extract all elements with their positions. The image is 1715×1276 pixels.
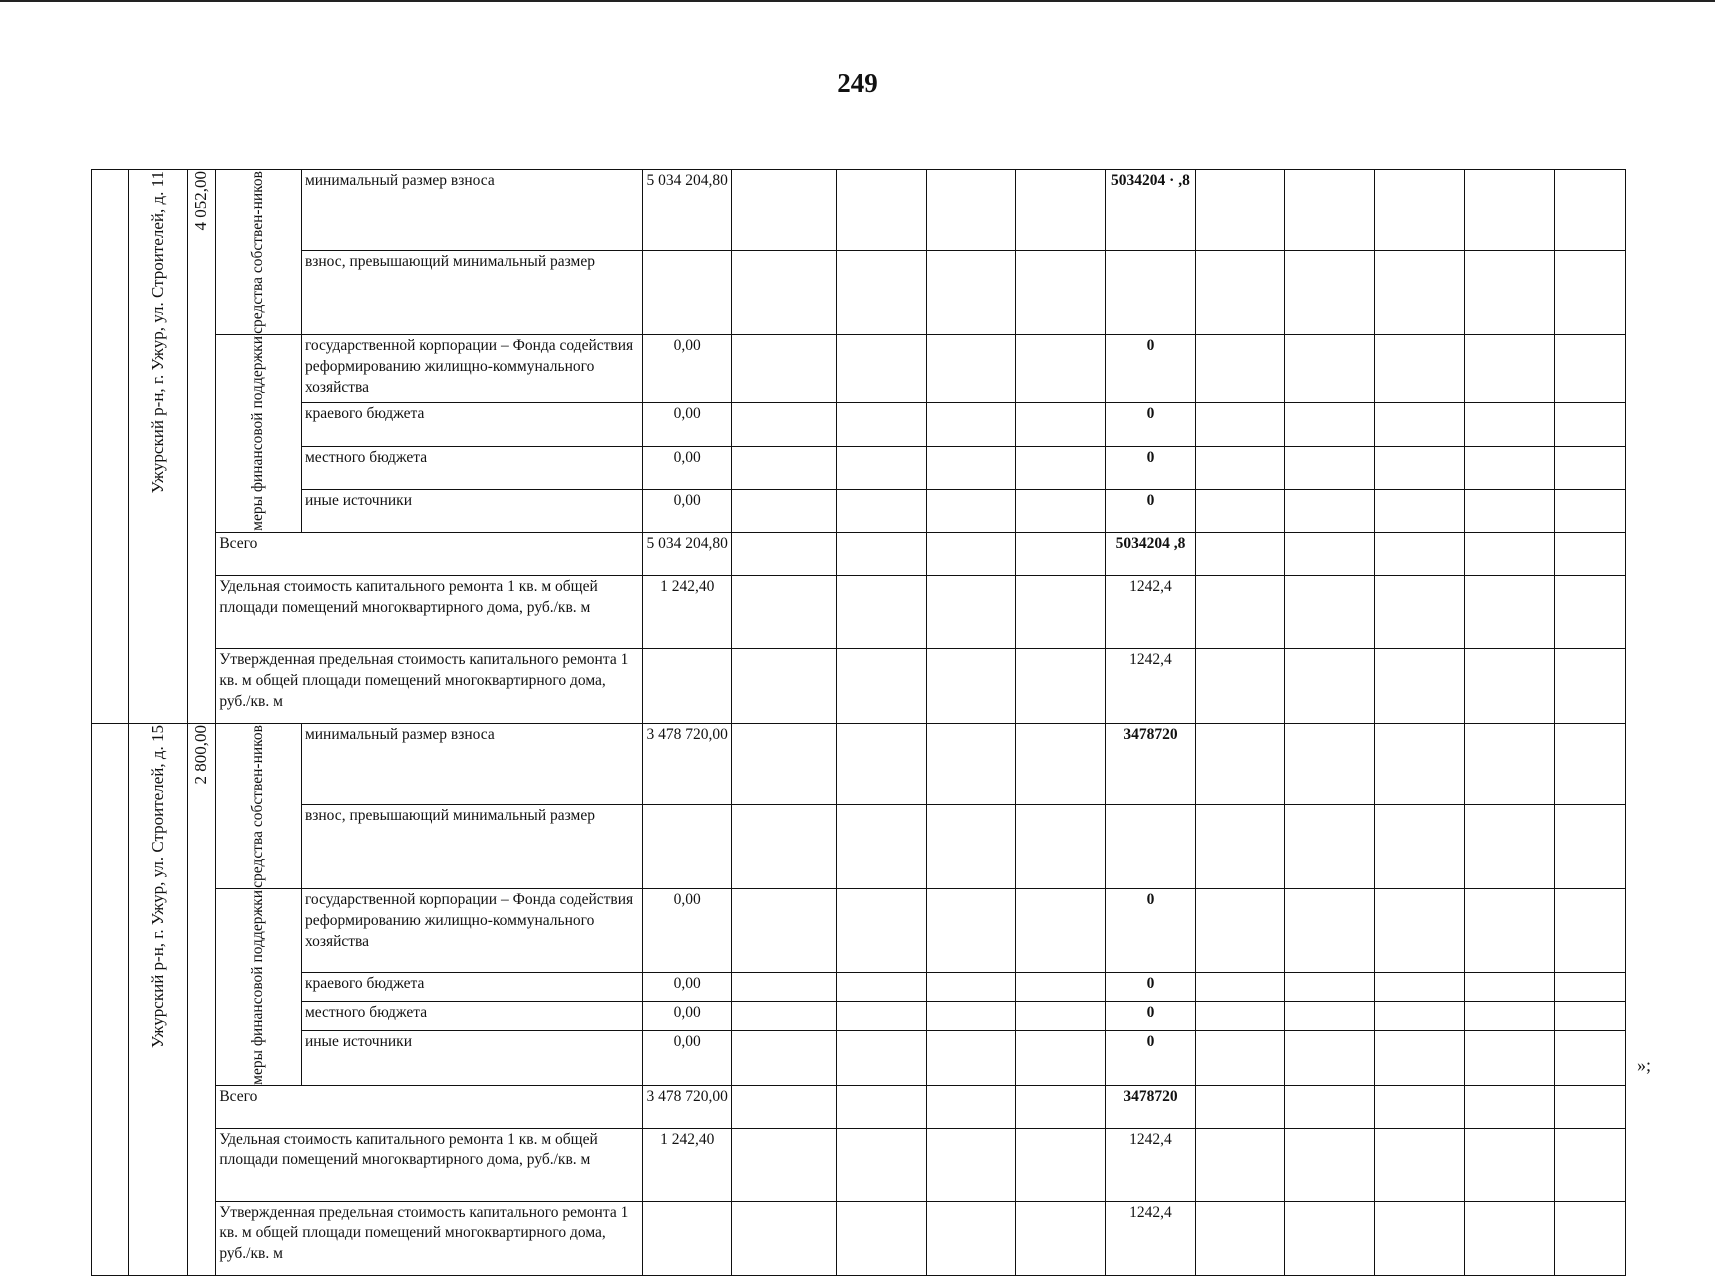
row-total: 1242,4 bbox=[1106, 575, 1196, 648]
row-total: 0 bbox=[1106, 973, 1196, 1002]
row-value: 0,00 bbox=[643, 489, 732, 532]
address-text: Ужурский р-н, г. Ужур, ул. Строителей, д. 11 bbox=[147, 171, 167, 494]
row-total: 0 bbox=[1106, 334, 1196, 402]
row-label: краевого бюджета bbox=[301, 402, 642, 446]
table-row bbox=[92, 1201, 1626, 1275]
row-value: 0,00 bbox=[643, 973, 732, 1002]
table-row bbox=[92, 888, 1626, 973]
area-text: 2 800,00 bbox=[191, 724, 211, 785]
row-total: 0 bbox=[1106, 489, 1196, 532]
row-total: 1242,4 bbox=[1106, 1201, 1196, 1275]
table-row bbox=[92, 402, 1626, 446]
group-owners-cell bbox=[216, 723, 302, 888]
row-label: Утвержденная предельная стоимость капитального ремонта 1 кв. м общей площади помещений многоквартирного дома, руб./кв. м bbox=[216, 1201, 643, 1275]
row-total: 1242,4 bbox=[1106, 648, 1196, 723]
table-row bbox=[92, 170, 1626, 251]
group-owners-text: средства собствен-ников bbox=[249, 171, 267, 334]
table-row bbox=[92, 575, 1626, 648]
table-row bbox=[92, 1128, 1626, 1201]
address-cell bbox=[128, 170, 187, 724]
table-row bbox=[92, 973, 1626, 1002]
row-value: 0,00 bbox=[643, 334, 732, 402]
row-label: взнос, превышающий минимальный размер bbox=[301, 805, 642, 888]
group-owners-cell bbox=[216, 170, 302, 335]
row-value: 1 242,40 bbox=[643, 1128, 732, 1201]
capital-repair-table bbox=[91, 169, 1626, 1276]
row-total: 0 bbox=[1106, 402, 1196, 446]
row-label: государственной корпорации – Фонда содействия реформированию жилищно-коммунального хозяйства bbox=[301, 888, 642, 973]
row-label: Утвержденная предельная стоимость капитального ремонта 1 кв. м общей площади помещений многоквартирного дома, руб./кв. м bbox=[216, 648, 643, 723]
row-label: местного бюджета bbox=[301, 446, 642, 489]
group-owners-text: средства собствен-ников bbox=[249, 724, 267, 888]
table-row bbox=[92, 723, 1626, 804]
row-total: 0 bbox=[1106, 1002, 1196, 1031]
row-label: краевого бюджета bbox=[301, 973, 642, 1002]
row-value bbox=[643, 648, 732, 723]
top-border-line bbox=[0, 0, 1715, 2]
table-row bbox=[92, 489, 1626, 532]
row-value: 0,00 bbox=[643, 888, 732, 973]
row-label: минимальный размер взноса bbox=[301, 170, 642, 251]
table-row bbox=[92, 1085, 1626, 1128]
group-support-cell bbox=[216, 334, 302, 532]
row-total: 3478720 bbox=[1106, 1085, 1196, 1128]
row-total: 3478720 bbox=[1106, 723, 1196, 804]
row-value: 1 242,40 bbox=[643, 575, 732, 648]
row-value: 0,00 bbox=[643, 1002, 732, 1031]
row-total: 0 bbox=[1106, 446, 1196, 489]
row-number-cell bbox=[92, 170, 129, 724]
row-label: Всего bbox=[216, 532, 643, 575]
row-label: Удельная стоимость капитального ремонта 1 кв. м общей площади помещений многоквартирного дома, руб./кв. м bbox=[216, 1128, 643, 1201]
row-label: государственной корпорации – Фонда содействия реформированию жилищно-коммунального хозяйства bbox=[301, 334, 642, 402]
row-value: 0,00 bbox=[643, 1031, 732, 1085]
row-value: 0,00 bbox=[643, 446, 732, 489]
table-row bbox=[92, 648, 1626, 723]
table-row bbox=[92, 251, 1626, 334]
row-total: 1242,4 bbox=[1106, 1128, 1196, 1201]
row-total: 0 bbox=[1106, 888, 1196, 973]
row-label: местного бюджета bbox=[301, 1002, 642, 1031]
row-number-cell bbox=[92, 723, 129, 1275]
row-label: минимальный размер взноса bbox=[301, 723, 642, 804]
row-value: 5 034 204,80 bbox=[643, 170, 732, 251]
address-cell bbox=[128, 723, 187, 1275]
table-row bbox=[92, 532, 1626, 575]
row-label: Всего bbox=[216, 1085, 643, 1128]
row-label: взнос, превышающий минимальный размер bbox=[301, 251, 642, 334]
group-support-cell bbox=[216, 888, 302, 1085]
table-row bbox=[92, 334, 1626, 402]
row-total: 5034204 · ,8 bbox=[1106, 170, 1196, 251]
row-total: 0 bbox=[1106, 1031, 1196, 1085]
group-support-text: меры финансовой поддержки bbox=[249, 335, 267, 531]
row-value: 3 478 720,00 bbox=[643, 723, 732, 804]
row-value: 5 034 204,80 bbox=[643, 532, 732, 575]
area-text: 4 052,00 bbox=[191, 171, 211, 231]
row-total: 5034204 ,8 bbox=[1106, 532, 1196, 575]
table-row bbox=[92, 805, 1626, 888]
page-number: 249 bbox=[837, 68, 878, 98]
row-value bbox=[643, 805, 732, 888]
row-value: 0,00 bbox=[643, 402, 732, 446]
row-label: Удельная стоимость капитального ремонта 1 кв. м общей площади помещений многоквартирного дома, руб./кв. м bbox=[216, 575, 643, 648]
row-total bbox=[1106, 251, 1196, 334]
row-label: иные источники bbox=[301, 489, 642, 532]
closing-quote-mark: »; bbox=[1637, 1055, 1652, 1075]
group-support-text: меры финансовой поддержки bbox=[249, 889, 267, 1085]
row-value bbox=[643, 1201, 732, 1275]
row-label: иные источники bbox=[301, 1031, 642, 1085]
area-cell bbox=[187, 170, 216, 724]
area-cell bbox=[187, 723, 216, 1275]
address-text: Ужурский р-н, г. Ужур, ул. Строителей, д. 15 bbox=[147, 724, 167, 1048]
row-value bbox=[643, 251, 732, 334]
row-total bbox=[1106, 805, 1196, 888]
table-row bbox=[92, 446, 1626, 489]
table-row bbox=[92, 1002, 1626, 1031]
table-row bbox=[92, 1031, 1626, 1085]
row-value: 3 478 720,00 bbox=[643, 1085, 732, 1128]
